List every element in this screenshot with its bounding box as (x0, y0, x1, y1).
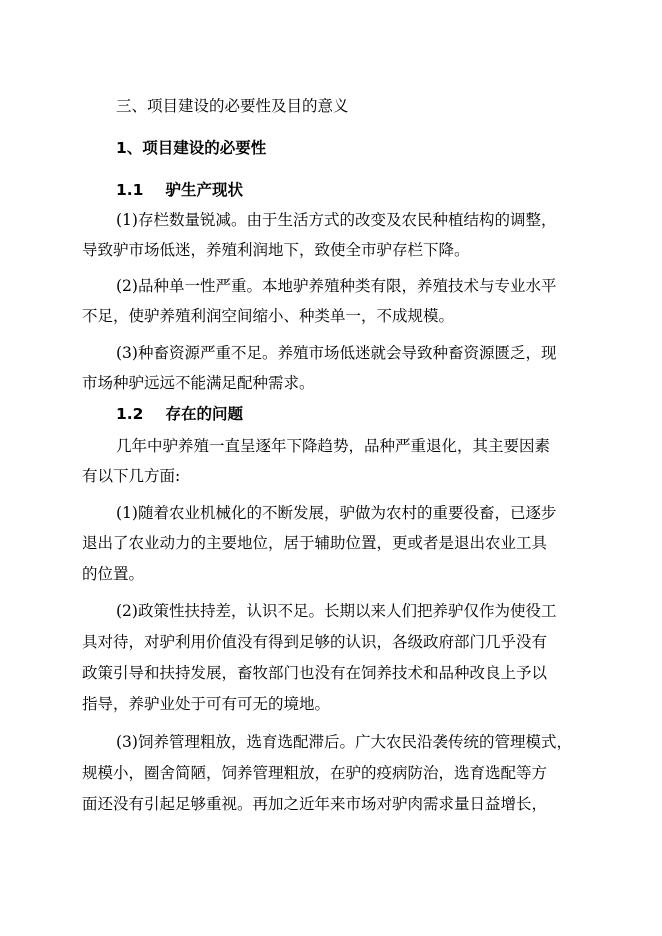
paragraph-line: 几年中驴养殖一直呈逐年下降趋势，品种严重退化，其主要因素 (116, 437, 551, 455)
paragraph-line: 的位置。 (82, 565, 145, 583)
section-number: 1.1 (116, 181, 144, 199)
paragraph-line: 退出了农业动力的主要地位，居于辅助位置，更或者是退出农业工具 (82, 534, 548, 552)
paragraph-line: 不足，使驴养殖利润空间缩小、种类单一，不成规模。 (82, 307, 455, 325)
paragraph-line: 指导，养驴业处于可有可无的境地。 (82, 695, 331, 713)
paragraph-line: 导致驴市场低迷，养殖利润地下，致使全市驴存栏下降。 (82, 241, 470, 259)
paragraph-line: (3)饲养管理粗放，选育选配滞后。广大农民沿袭传统的管理模式， (116, 733, 572, 751)
paragraph-line: (1)存栏数量锐减。由于生活方式的改变及农民种植结构的调整， (116, 211, 557, 229)
paragraph-line: (1)随着农业机械化的不断发展，驴做为农村的重要役畜，已逐步 (116, 504, 557, 522)
paragraph-line: 市场种驴远远不能满足配种需求。 (82, 374, 315, 392)
paragraph-line: 具对待，对驴利用价值没有得到足够的认识，各级政府部门几乎没有 (82, 633, 548, 651)
paragraph-line: 面还没有引起足够重视。再加之近年来市场对驴肉需求量日益增长， (82, 795, 548, 813)
paragraph-line: (3)种畜资源严重不足。养殖市场低迷就会导致种畜资源匮乏，现 (116, 344, 557, 362)
paragraph-line: (2)品种单一性严重。本地驴养殖种类有限，养殖技术与专业水平 (116, 277, 557, 295)
paragraph-line: 规模小，圈舍简陋，饲养管理粗放，在驴的疫病防治，选育选配等方 (82, 764, 548, 782)
paragraph-line: (2)政策性扶持差，认识不足。长期以来人们把养驴仅作为使役工 (116, 602, 557, 620)
subsection-heading-1-1 (116, 180, 243, 200)
section-heading-3: 三、项目建设的必要性及目的意义 (116, 97, 349, 115)
section-title: 驴生产现状 (165, 181, 243, 199)
subsection-heading-1: 1、项目建设的必要性 (116, 139, 267, 157)
subsection-heading-1-2 (116, 404, 243, 424)
paragraph-line: 政策引导和扶持发展，畜牧部门也没有在饲养技术和品种改良上予以 (82, 664, 548, 682)
section-number: 1.2 (116, 405, 144, 423)
section-title: 存在的问题 (165, 405, 243, 423)
paragraph-line: 有以下几方面: (82, 467, 181, 485)
